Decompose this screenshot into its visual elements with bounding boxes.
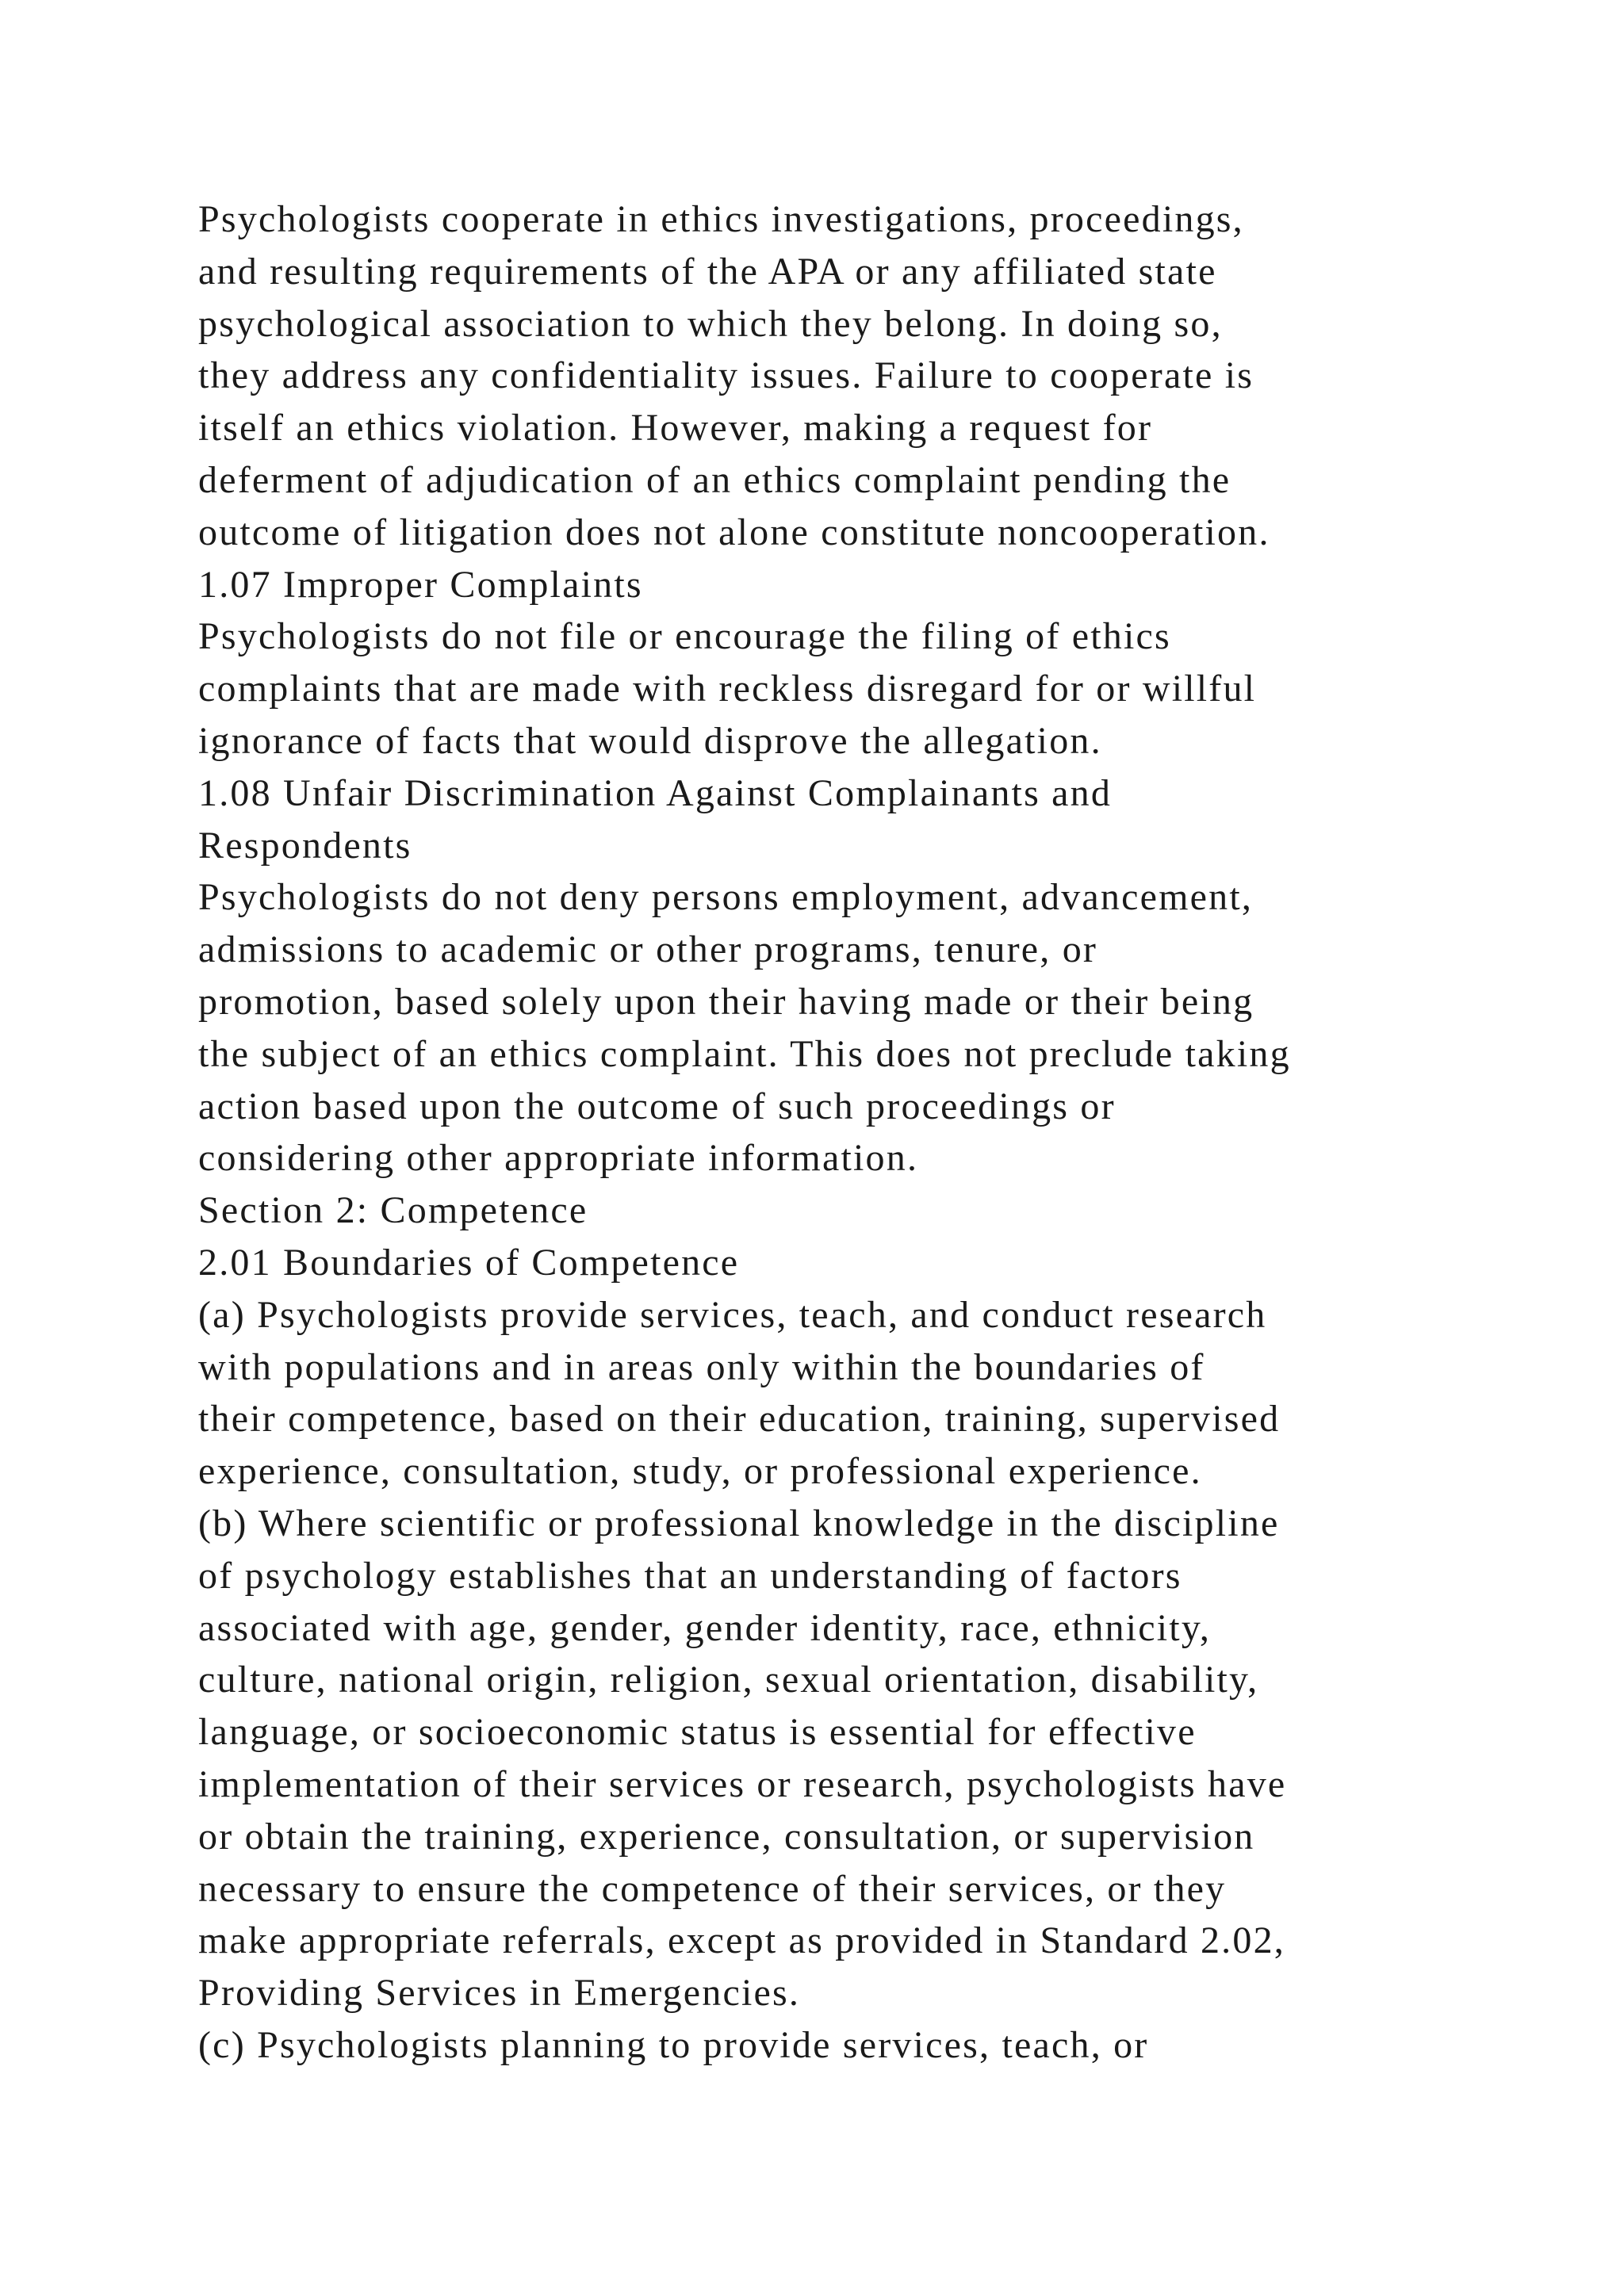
text-line: they address any confidentiality issues. Failure to cooperate is xyxy=(198,354,1254,397)
text-line: (b) Where scientific or professional knowledge in the discipline xyxy=(198,1502,1280,1544)
text-line: language, or socioeconomic status is essential for effective xyxy=(198,1711,1197,1754)
text-line: action based upon the outcome of such proceedings or xyxy=(198,1085,1116,1127)
text-line: associated with age, gender, gender identity, race, ethnicity, xyxy=(198,1606,1212,1649)
text-line: experience, consultation, study, or professional experience. xyxy=(198,1450,1202,1493)
text-line: promotion, based solely upon their having made or their being xyxy=(198,980,1254,1023)
text-line: Psychologists do not file or encourage the filing of ethics xyxy=(198,615,1171,658)
text-line: their competence, based on their education, training, supervised xyxy=(198,1398,1281,1441)
document-body xyxy=(198,193,1467,2072)
section-heading-1-07: 1.07 Improper Complaints xyxy=(198,563,643,606)
section-heading-1-08-continued: Respondents xyxy=(198,824,412,867)
text-line: implementation of their services or research, psychologists have xyxy=(198,1762,1287,1805)
text-line: considering other appropriate information. xyxy=(198,1137,919,1180)
section-heading-1-08: 1.08 Unfair Discrimination Against Complainants and xyxy=(198,771,1113,814)
text-line: itself an ethics violation. However, making a request for xyxy=(198,407,1153,450)
text-line: necessary to ensure the competence of their services, or they xyxy=(198,1867,1227,1910)
text-line: with populations and in areas only within the boundaries of xyxy=(198,1345,1205,1388)
section-heading-2-01: 2.01 Boundaries of Competence xyxy=(198,1241,740,1284)
text-line: culture, national origin, religion, sexual orientation, disability, xyxy=(198,1659,1259,1701)
text-line: admissions to academic or other programs, tenure, or xyxy=(198,928,1098,971)
text-line: ignorance of facts that would disprove the allegation. xyxy=(198,719,1102,762)
text-line: and resulting requirements of the APA or any affiliated state xyxy=(198,250,1217,293)
text-line: Psychologists do not deny persons employment, advancement, xyxy=(198,876,1254,919)
text-line: Providing Services in Emergencies. xyxy=(198,1972,801,2015)
text-line: (c) Psychologists planning to provide services, teach, or xyxy=(198,2023,1149,2066)
text-line: complaints that are made with reckless disregard for or willful xyxy=(198,668,1257,710)
text-line: outcome of litigation does not alone constitute noncooperation. xyxy=(198,511,1270,553)
text-line: make appropriate referrals, except as provided in Standard 2.02, xyxy=(198,1919,1285,1962)
text-line: or obtain the training, experience, consultation, or supervision xyxy=(198,1815,1255,1858)
text-line: Psychologists cooperate in ethics investigations, proceedings, xyxy=(198,198,1244,240)
text-line: psychological association to which they belong. In doing so, xyxy=(198,302,1223,345)
text-line: (a) Psychologists provide services, teach, and conduct research xyxy=(198,1293,1267,1336)
section-title-competence: Section 2: Competence xyxy=(198,1189,588,1232)
text-line: deferment of adjudication of an ethics complaint pending the xyxy=(198,458,1231,501)
text-line: of psychology establishes that an understanding of factors xyxy=(198,1554,1182,1597)
text-line: the subject of an ethics complaint. This does not preclude taking xyxy=(198,1032,1291,1075)
